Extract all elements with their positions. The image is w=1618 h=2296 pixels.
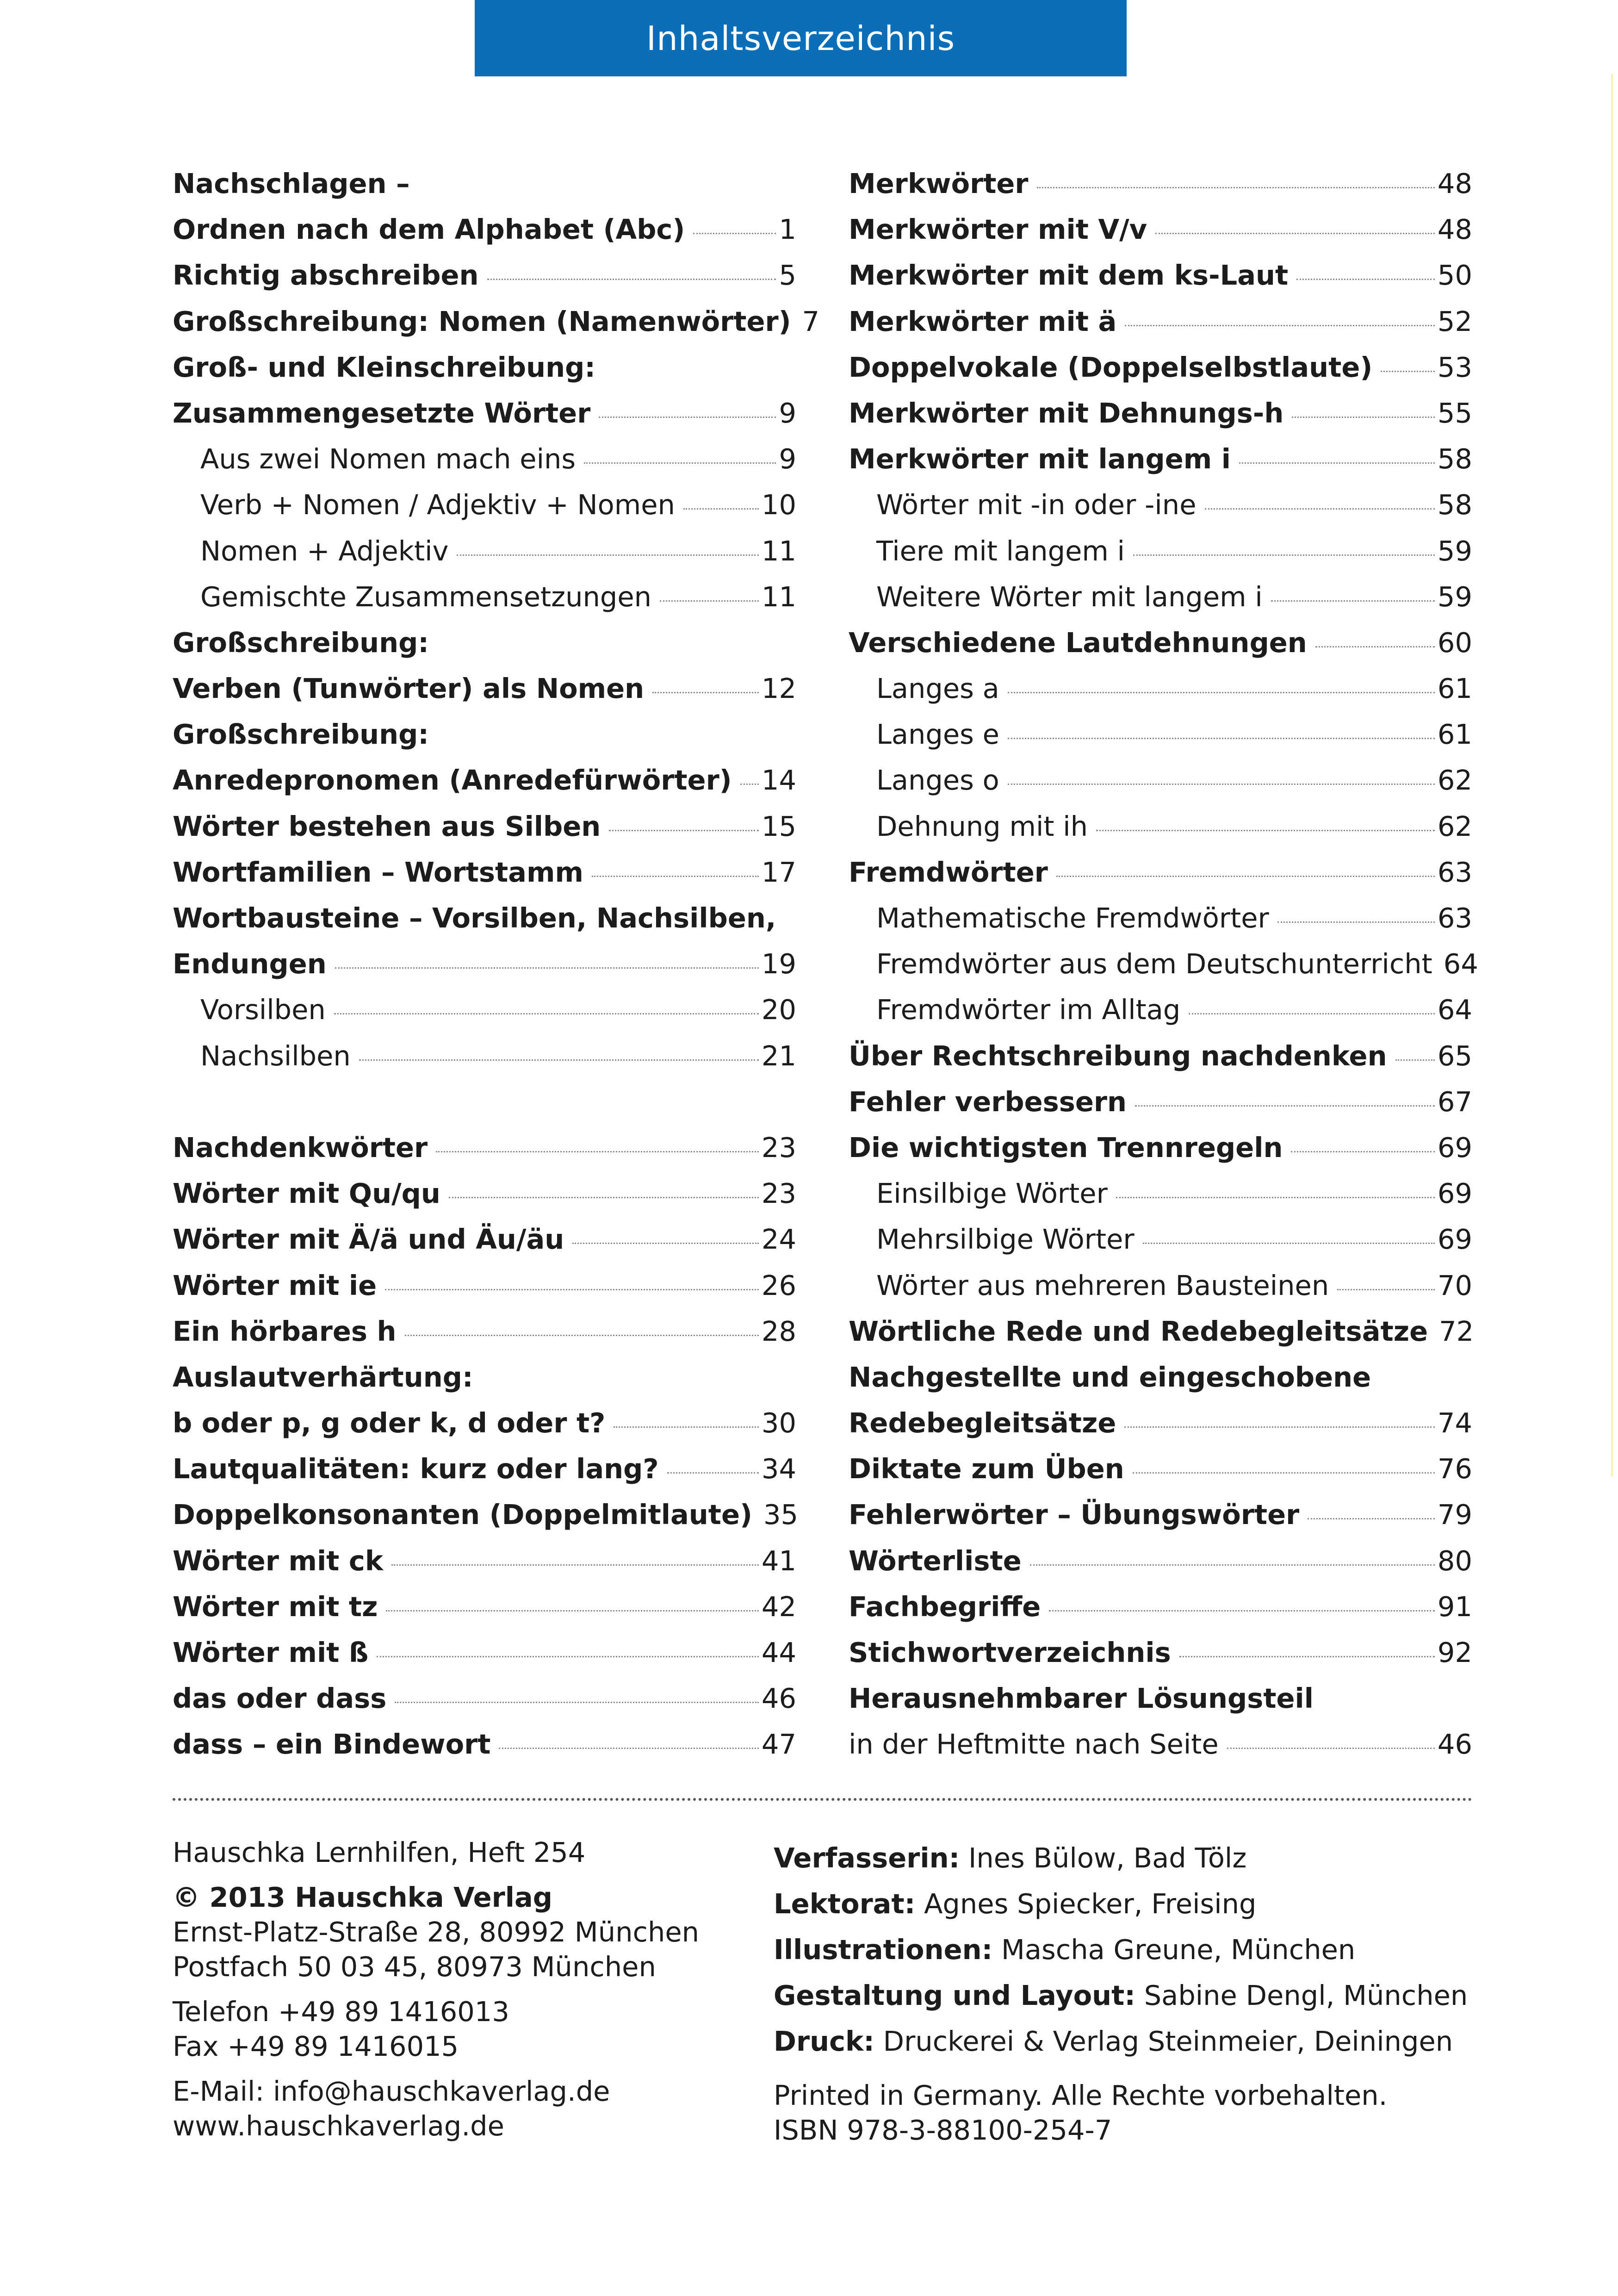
toc-entry xyxy=(173,344,796,390)
toc-page-number: 59 xyxy=(1437,580,1472,613)
dot-leader xyxy=(1135,1105,1435,1107)
toc-spacer xyxy=(173,1079,796,1125)
toc-page-number: 63 xyxy=(1437,856,1472,888)
toc-entry xyxy=(173,1033,796,1079)
credit-value: Agnes Spiecker, Freising xyxy=(924,1888,1257,1920)
dot-leader xyxy=(1116,1197,1435,1198)
toc-page-number: 10 xyxy=(761,489,796,521)
dot-leader xyxy=(1315,646,1435,647)
toc-entry-title: Nachschlagen – xyxy=(173,168,410,199)
toc-entry-title: Nachgestellte und eingeschobene xyxy=(849,1361,1371,1393)
toc-page-number: 28 xyxy=(761,1315,796,1347)
toc-entry xyxy=(173,252,796,298)
dot-leader xyxy=(1056,876,1435,877)
toc-entry-title: Merkwörter mit V/v xyxy=(849,213,1147,246)
toc-entry xyxy=(849,1308,1472,1354)
toc-entry xyxy=(173,161,796,206)
dot-leader xyxy=(1125,325,1435,326)
toc-entry-title: Weitere Wörter mit langem i xyxy=(876,580,1263,613)
toc-entry-title: Redebegleitsätze xyxy=(849,1407,1116,1439)
dot-leader xyxy=(1037,187,1435,188)
dot-leader xyxy=(683,508,759,510)
toc-entry-title: Großschreibung: xyxy=(173,718,429,751)
toc-entry xyxy=(173,895,796,941)
toc-entry-title: Aus zwei Nomen mach eins xyxy=(200,443,576,475)
credit-label: Gestaltung und Layout: xyxy=(774,1979,1135,2011)
toc-entry-title: Zusammengesetzte Wörter xyxy=(173,397,591,429)
toc-entry-title: Merkwörter xyxy=(849,168,1029,199)
toc-entry xyxy=(849,711,1472,757)
toc-entry xyxy=(849,1216,1472,1262)
dot-leader xyxy=(405,1335,759,1336)
toc-page-number: 74 xyxy=(1437,1407,1472,1439)
toc-entry xyxy=(849,574,1472,620)
credit-label: Verfasserin: xyxy=(774,1842,960,1874)
dot-leader xyxy=(614,1426,759,1428)
toc-entry xyxy=(173,1263,796,1308)
toc-entry xyxy=(849,1446,1472,1492)
dot-leader xyxy=(1205,508,1435,510)
toc-entry-title: Wörter mit -in oder -ine xyxy=(876,489,1196,521)
toc-entry-title: Merkwörter mit ä xyxy=(849,305,1117,337)
toc-page-number: 48 xyxy=(1437,213,1472,246)
toc-page-number: 65 xyxy=(1437,1039,1472,1072)
toc-entry xyxy=(173,666,796,711)
toc-entry xyxy=(849,436,1472,482)
toc-page-number: 42 xyxy=(761,1590,796,1623)
toc-page-number: 23 xyxy=(761,1131,796,1164)
toc-entry-title: Einsilbige Wörter xyxy=(876,1177,1108,1210)
toc-entry xyxy=(849,1630,1472,1675)
toc-entry-title: Wortfamilien – Wortstamm xyxy=(173,856,583,888)
toc-page-number: 52 xyxy=(1437,305,1472,337)
dot-leader xyxy=(572,1243,759,1244)
dot-leader xyxy=(740,784,759,785)
toc-entry-title: Mehrsilbige Wörter xyxy=(876,1223,1134,1256)
toc-entry xyxy=(849,528,1472,574)
toc-page-number: 64 xyxy=(1443,948,1478,980)
toc-entry-title: Wörter mit ie xyxy=(173,1269,377,1301)
toc-entry-title: Fachbegriffe xyxy=(849,1590,1041,1623)
toc-entry-title: Die wichtigsten Trennregeln xyxy=(849,1131,1283,1164)
toc-entry xyxy=(849,666,1472,711)
dot-leader xyxy=(1189,1013,1435,1014)
toc-entry xyxy=(849,1079,1472,1125)
credit-line xyxy=(774,1835,1468,1881)
toc-entry xyxy=(849,1170,1472,1216)
toc-page-number: 34 xyxy=(761,1453,796,1485)
dot-leader xyxy=(1133,1472,1435,1474)
toc-entry xyxy=(849,757,1472,803)
toc-entry-title: Langes a xyxy=(876,672,999,705)
toc-entry xyxy=(173,803,796,849)
toc-page-number: 11 xyxy=(761,535,796,567)
toc-page-number: 60 xyxy=(1437,626,1472,659)
dot-leader xyxy=(385,1289,759,1290)
toc-column-right xyxy=(849,161,1478,1767)
address-line: Postfach 50 03 45, 80973 München xyxy=(173,1951,656,1983)
toc-page-number: 64 xyxy=(1437,994,1472,1026)
credit-value: Mascha Greune, München xyxy=(1001,1934,1356,1966)
credit-line xyxy=(774,1972,1468,2018)
toc-page-number: 21 xyxy=(761,1039,796,1072)
dot-leader xyxy=(449,1197,759,1198)
toc-entry-title: Stichwortverzeichnis xyxy=(849,1636,1171,1668)
toc-page-number: 53 xyxy=(1437,351,1472,383)
toc-page-number: 46 xyxy=(761,1682,796,1715)
toc-page-number: 67 xyxy=(1437,1085,1472,1118)
toc-page-number: 62 xyxy=(1437,810,1472,842)
dot-leader xyxy=(1292,417,1435,418)
credit-label: Illustrationen: xyxy=(774,1934,993,1966)
toc-entry-title: Merkwörter mit langem i xyxy=(849,443,1231,475)
toc-entry xyxy=(849,849,1472,895)
dot-leader xyxy=(1124,1426,1435,1428)
toc-page-number: 30 xyxy=(761,1407,796,1439)
toc-entry-title: Wörter mit ck xyxy=(173,1544,384,1577)
dot-leader xyxy=(335,967,759,969)
toc-page-number: 46 xyxy=(1437,1728,1472,1761)
dot-leader xyxy=(391,1564,759,1566)
toc-entry-title: Wörter bestehen aus Silben xyxy=(173,810,601,842)
dot-leader xyxy=(386,1610,758,1612)
toc-page-number: 20 xyxy=(761,994,796,1026)
toc-page-number: 63 xyxy=(1437,902,1472,934)
toc-entry-title: Wörterliste xyxy=(849,1544,1022,1577)
toc-entry xyxy=(849,482,1472,528)
toc-entry-title: Auslautverhärtung: xyxy=(173,1361,473,1393)
toc-entry-title: Wörter mit tz xyxy=(173,1590,378,1623)
dot-leader xyxy=(652,692,759,693)
toc-entry xyxy=(173,1584,796,1630)
dot-leader xyxy=(377,1656,759,1657)
page-edge-strip xyxy=(1611,74,1613,1476)
toc-entry-title: Über Rechtschreibung nachdenken xyxy=(849,1039,1387,1072)
toc-entry xyxy=(849,1125,1472,1170)
rights-line: Printed in Germany. Alle Rechte vorbehalten. xyxy=(774,2079,1388,2111)
toc-entry xyxy=(849,1721,1472,1767)
address-line: Ernst-Platz-Straße 28, 80992 München xyxy=(173,1916,700,1948)
toc-page-number: 11 xyxy=(761,580,796,613)
toc-entry-title: Merkwörter mit dem ks-Laut xyxy=(849,259,1289,292)
toc-page-number: 58 xyxy=(1437,489,1472,521)
toc-entry xyxy=(849,1263,1472,1308)
toc-entry-title: Wörter aus mehreren Bausteinen xyxy=(876,1269,1329,1301)
dot-leader xyxy=(609,830,759,831)
toc-entry-title: Gemischte Zusammensetzungen xyxy=(200,580,652,613)
toc-page-number: 19 xyxy=(761,948,796,980)
toc-entry xyxy=(173,1492,799,1537)
toc-entry xyxy=(173,1216,796,1262)
toc-entry xyxy=(173,390,796,436)
toc-entry-title: Großschreibung: xyxy=(173,626,429,659)
dot-leader xyxy=(1143,1243,1435,1244)
dot-leader xyxy=(660,600,759,602)
toc-entry xyxy=(849,1584,1472,1630)
toc-entry-title: Herausnehmbarer Lösungsteil xyxy=(849,1682,1314,1715)
toc-entry-title: Fremdwörter aus dem Deutschunterricht xyxy=(876,948,1432,980)
toc-entry-title: Fremdwörter im Alltag xyxy=(876,994,1181,1026)
dot-leader xyxy=(592,876,759,877)
toc-page-number: 92 xyxy=(1437,1636,1472,1668)
toc-entry xyxy=(849,1033,1472,1079)
toc-page-number: 59 xyxy=(1437,535,1472,567)
toc-entry xyxy=(173,1630,796,1675)
toc-page-number: 91 xyxy=(1437,1590,1472,1623)
toc-entry xyxy=(849,1492,1472,1537)
dot-leader xyxy=(1155,233,1435,234)
toc-entry-title: Nomen + Adjektiv xyxy=(200,535,449,567)
toc-entry-title: Doppelkonsonanten (Doppelmitlaute) xyxy=(173,1499,752,1531)
dot-leader xyxy=(1337,1289,1435,1290)
toc-entry xyxy=(173,1125,796,1170)
toc-page-number: 72 xyxy=(1439,1315,1474,1347)
toc-entry-title: Wörter mit ß xyxy=(173,1636,369,1668)
toc-entry-title: in der Heftmitte nach Seite xyxy=(849,1728,1219,1761)
dot-leader xyxy=(1030,1564,1435,1566)
dot-leader xyxy=(1133,554,1435,556)
toc-entry xyxy=(173,1170,796,1216)
email-line: E-Mail: info@hauschkaverlag.de xyxy=(173,2075,610,2107)
dot-leader xyxy=(1395,1059,1435,1061)
dot-leader xyxy=(1008,738,1435,739)
dot-leader xyxy=(1096,830,1435,831)
toc-entry-title: Dehnung mit ih xyxy=(876,810,1088,842)
toc-page-number: 47 xyxy=(761,1728,796,1761)
toc-page-number: 9 xyxy=(779,443,796,475)
toc-entry-title: Groß- und Kleinschreibung: xyxy=(173,351,595,383)
toc-entry-title: b oder p, g oder k, d oder t? xyxy=(173,1407,606,1439)
credit-label: Lektorat: xyxy=(774,1888,916,1920)
toc-entry xyxy=(173,1446,796,1492)
toc-entry xyxy=(849,299,1472,344)
toc-page-number: 1 xyxy=(779,213,796,246)
toc-page-number: 7 xyxy=(802,305,820,337)
isbn-line: ISBN 978-3-88100-254-7 xyxy=(774,2114,1112,2146)
toc-entry xyxy=(173,1400,796,1446)
toc-entry xyxy=(173,757,796,803)
toc-entry xyxy=(173,1721,796,1767)
toc-entry xyxy=(173,1675,796,1721)
toc-entry xyxy=(173,620,796,666)
toc-entry-title: Vorsilben xyxy=(200,994,326,1026)
toc-entry xyxy=(849,987,1472,1033)
toc-column-left xyxy=(173,161,820,1767)
dot-leader xyxy=(457,554,759,556)
credit-line xyxy=(774,1927,1468,1972)
toc-entry-title: Ordnen nach dem Alphabet (Abc) xyxy=(173,213,685,246)
toc-entry xyxy=(849,344,1472,390)
toc-entry xyxy=(173,436,796,482)
toc-page-number: 9 xyxy=(779,397,796,429)
toc-entry xyxy=(173,206,796,252)
toc-page-number: 26 xyxy=(761,1269,796,1301)
toc-entry-title: Langes e xyxy=(876,718,999,751)
dot-leader xyxy=(1008,692,1435,693)
toc-entry-title: Nachsilben xyxy=(200,1039,351,1072)
dot-leader xyxy=(1179,1656,1435,1657)
dot-leader xyxy=(599,417,776,418)
toc-entry xyxy=(173,1308,796,1354)
toc-entry-title: Wörter mit Qu/qu xyxy=(173,1177,440,1210)
dot-leader xyxy=(1239,462,1435,464)
dot-leader xyxy=(1049,1610,1435,1612)
toc-entry-title: Endungen xyxy=(173,948,327,980)
toc-entry-title: Anredepronomen (Anredefürwörter) xyxy=(173,764,732,796)
toc-page-number: 48 xyxy=(1437,168,1472,199)
dot-leader xyxy=(395,1702,759,1703)
toc-entry-title: Fehlerwörter – Übungswörter xyxy=(849,1499,1300,1531)
toc-entry-title: Verben (Tunwörter) als Nomen xyxy=(173,672,645,705)
dot-leader xyxy=(667,1472,759,1474)
toc-entry xyxy=(849,895,1472,941)
toc-entry xyxy=(173,849,796,895)
website-line: www.hauschkaverlag.de xyxy=(173,2110,504,2142)
dot-leader xyxy=(1381,371,1435,372)
toc-page-number: 14 xyxy=(761,764,796,796)
toc-entry xyxy=(849,390,1472,436)
dot-leader xyxy=(334,1013,759,1014)
dot-leader xyxy=(487,279,776,280)
toc-page-number: 50 xyxy=(1437,259,1472,292)
dot-leader xyxy=(359,1059,759,1061)
toc-page-number: 23 xyxy=(761,1177,796,1210)
toc-page-number: 17 xyxy=(761,856,796,888)
toc-entry xyxy=(173,1538,796,1584)
toc-entry-title: Lautqualitäten: kurz oder lang? xyxy=(173,1453,659,1485)
imprint-publisher xyxy=(173,1835,699,2143)
toc-entry-title: dass – ein Bindewort xyxy=(173,1728,491,1761)
toc-entry xyxy=(849,1675,1472,1721)
toc-page-number: 62 xyxy=(1437,764,1472,796)
toc-entry-title: Doppelvokale (Doppelselbstlaute) xyxy=(849,351,1373,383)
credit-value: Ines Bülow, Bad Tölz xyxy=(968,1842,1247,1874)
toc-entry-title: Ein hörbares h xyxy=(173,1315,397,1347)
toc-page-number: 5 xyxy=(779,259,796,292)
dot-leader xyxy=(693,233,776,234)
copyright-line: © 2013 Hauschka Verlag xyxy=(173,1881,552,1913)
dot-leader xyxy=(1227,1748,1435,1749)
toc-entry-title: Wortbausteine – Vorsilben, Nachsilben, xyxy=(173,902,776,934)
toc-entry xyxy=(173,987,796,1033)
toc-entry xyxy=(849,941,1478,987)
dot-leader xyxy=(499,1748,758,1749)
toc-entry-title: Wörtliche Rede und Redebegleitsätze xyxy=(849,1315,1428,1347)
toc-page-number: 44 xyxy=(761,1636,796,1668)
dot-leader xyxy=(1277,921,1435,923)
toc-entry-title: Großschreibung: Nomen (Namenwörter) xyxy=(173,305,791,337)
toc-entry xyxy=(849,803,1472,849)
toc-entry-title: Verschiedene Lautdehnungen xyxy=(849,626,1307,659)
toc-entry-title: Fehler verbessern xyxy=(849,1085,1127,1118)
header-title-bar xyxy=(475,0,1127,76)
toc-entry-title: Fremdwörter xyxy=(849,856,1048,888)
toc-page-number: 69 xyxy=(1437,1177,1472,1210)
toc-entry-title: Wörter mit Ä/ä und Äu/äu xyxy=(173,1223,564,1256)
credit-value: Sabine Dengl, München xyxy=(1144,1979,1468,2011)
toc-entry xyxy=(849,1354,1472,1400)
toc-entry xyxy=(173,1354,796,1400)
toc-page-number: 58 xyxy=(1437,443,1472,475)
toc-entry-title: Nachdenkwörter xyxy=(173,1131,428,1164)
toc-page-number: 24 xyxy=(761,1223,796,1256)
toc-entry-title: Merkwörter mit Dehnungs-h xyxy=(849,397,1284,429)
toc-page-number: 61 xyxy=(1437,672,1472,705)
credit-label: Druck: xyxy=(774,2025,874,2057)
toc-page-number: 41 xyxy=(761,1544,796,1577)
toc-entry-title: Richtig abschreiben xyxy=(173,259,479,292)
toc-entry-title: Langes o xyxy=(876,764,999,796)
toc-entry-title: Tiere mit langem i xyxy=(876,535,1125,567)
toc-page-number: 69 xyxy=(1437,1223,1472,1256)
fax-line: Fax +49 89 1416015 xyxy=(173,2030,459,2062)
toc-entry xyxy=(849,620,1472,666)
dot-leader xyxy=(584,462,776,464)
toc-entry xyxy=(849,252,1472,298)
toc-entry xyxy=(173,528,796,574)
toc-entry-title: Diktate zum Üben xyxy=(849,1453,1124,1485)
credit-value: Druckerei & Verlag Steinmeier, Deiningen xyxy=(883,2025,1453,2057)
dotted-divider xyxy=(173,1798,1472,1801)
toc-entry-title: das oder dass xyxy=(173,1682,387,1715)
dot-leader xyxy=(1008,784,1435,785)
toc-page-number: 69 xyxy=(1437,1131,1472,1164)
toc-entry xyxy=(173,299,820,344)
toc-page-number: 70 xyxy=(1437,1269,1472,1301)
toc-page-number: 12 xyxy=(761,672,796,705)
toc-entry xyxy=(173,574,796,620)
series-line: Hauschka Lernhilfen, Heft 254 xyxy=(173,1836,586,1868)
dot-leader xyxy=(436,1151,759,1152)
toc-page-number: 35 xyxy=(763,1499,799,1531)
imprint-credits xyxy=(774,1835,1468,2147)
toc-entry xyxy=(173,941,796,987)
toc-page-number: 15 xyxy=(761,810,796,842)
dot-leader xyxy=(1291,1151,1434,1152)
toc-entry-title: Verb + Nomen / Adjektiv + Nomen xyxy=(200,489,675,521)
toc-page-number: 76 xyxy=(1437,1453,1472,1485)
credit-line xyxy=(774,2018,1468,2064)
dot-leader xyxy=(1308,1518,1435,1519)
toc-entry xyxy=(173,711,796,757)
toc-entry xyxy=(173,482,796,528)
toc-page-number: 79 xyxy=(1437,1499,1472,1531)
phone-line: Telefon +49 89 1416013 xyxy=(173,1996,509,2028)
toc-entry xyxy=(849,1538,1472,1584)
page-title: Inhaltsverzeichnis xyxy=(646,19,955,58)
toc-page-number: 61 xyxy=(1437,718,1472,751)
credit-line xyxy=(774,1881,1468,1927)
toc-entry xyxy=(849,1400,1472,1446)
toc-page-number: 55 xyxy=(1437,397,1472,429)
toc-entry xyxy=(849,161,1472,206)
toc-entry-title: Mathematische Fremdwörter xyxy=(876,902,1269,934)
dot-leader xyxy=(1271,600,1435,602)
dot-leader xyxy=(1296,279,1435,280)
toc-page-number: 80 xyxy=(1437,1544,1472,1577)
toc-entry xyxy=(849,206,1472,252)
